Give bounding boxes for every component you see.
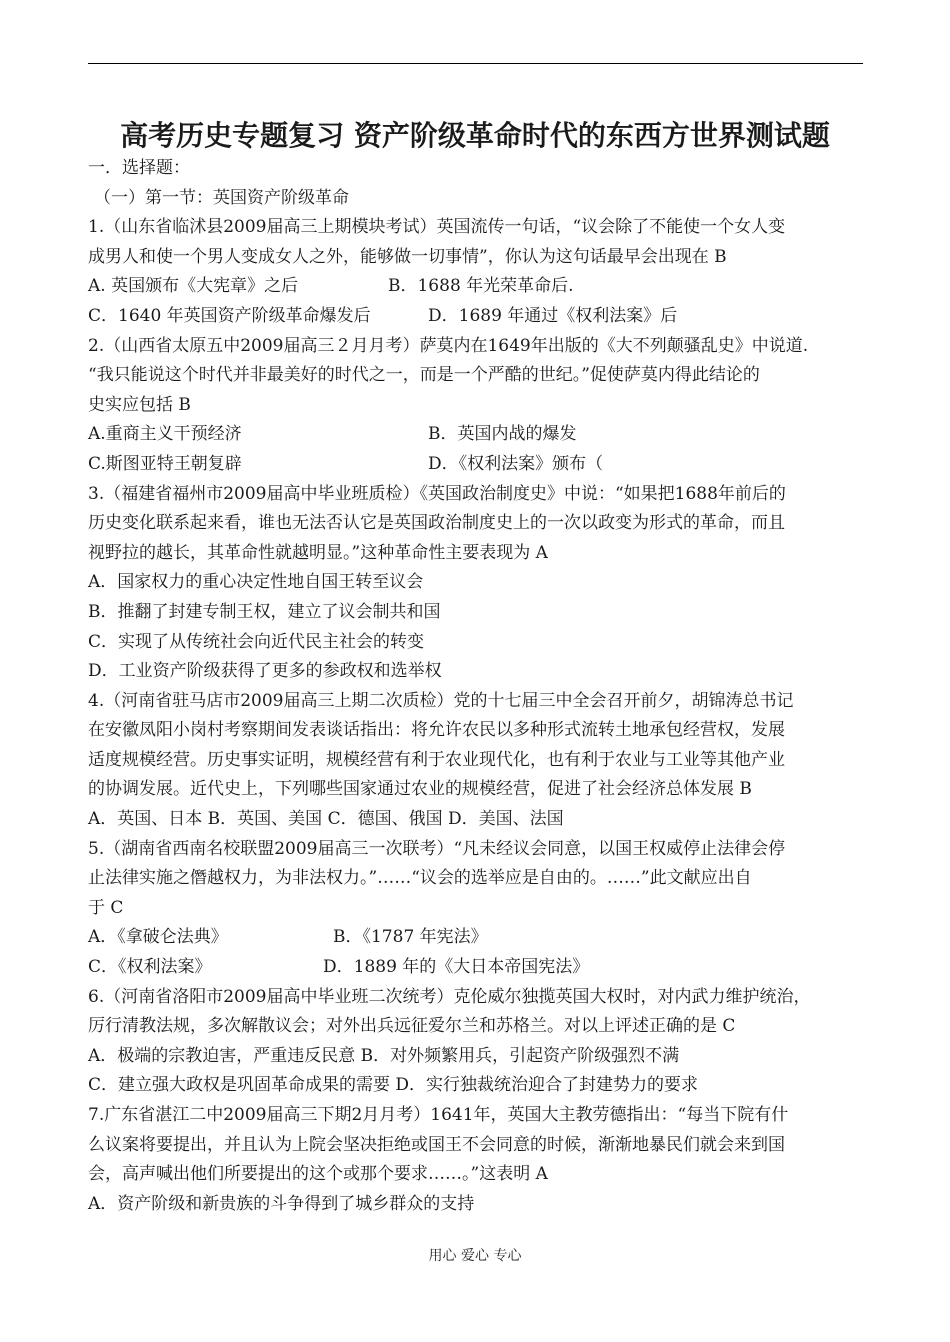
section-heading: 一．选择题： [88,158,190,178]
question-3-option-d: D．工业资产阶级获得了更多的参政权和选举权 [88,661,442,682]
question-2-options-cd [88,450,878,480]
question-4-line-4: 的协调发展。近代史上，下列哪些国家通过农业的规模经营，促进了社会经济总体发展 B [88,779,752,800]
question-3-option-b: B．推翻了封建专制王权，建立了议会制共和国 [88,601,441,622]
question-7-line-1: 7.广东省湛江二中2009届高三下期2月月考）1641年，英国大主教劳德指出：“每当下院有什 [88,1105,789,1125]
option-a: A．《拿破仑法典》 [88,927,228,948]
question-7-option-a: A．资产阶级和新贵族的斗争得到了城乡群众的支持 [88,1193,475,1214]
option-c: C.斯图亚特王朝复辟 [88,453,242,474]
question-7-line-3: 会，高声喊出他们所要提出的这个或那个要求……。”这表明 A [88,1164,548,1185]
question-6-options-ab: A．极端的宗教迫害，严重违反民意 B．对外频繁用兵，引起资产阶级强烈不满 [88,1045,680,1066]
document-title: 高考历史专题复习 资产阶级革命时代的东西方世界测试题 [120,119,830,152]
option-b: B．英国内战的爆发 [428,424,577,445]
question-3-option-a: A．国家权力的重心决定性地自国王转至议会 [88,572,424,593]
question-6-line-2: 厉行清教法规，多次解散议会；对外出兵远征爱尔兰和苏格兰。对以上评述正确的是 C [88,1016,736,1037]
question-2-line-1: 2.（山西省太原五中2009届高三２月月考）萨莫内在1649年出版的《大不列颠骚乱史》中说道. [88,335,809,356]
question-3-option-c: C．实现了从传统社会向近代民主社会的转变 [88,631,425,652]
question-3-line-2: 历史变化联系起来看，谁也无法否认它是英国政治制度史上的一次以政变为形式的革命，而且 [88,513,785,534]
question-5-options-ab [88,923,878,953]
subsection-heading: （一）第一节：英国资产阶级革命 [94,187,349,208]
document-body [88,154,878,1219]
question-7-line-2: 么议案将要提出，并且认为上院会坚决拒绝或国王不会同意的时候，渐渐地暴民们就会来到国 [88,1134,785,1155]
question-5-line-2: 止法律实施之僭越权力，为非法权力。”……“议会的选举应是自由的。……”此文献应出自 [88,868,752,889]
option-d: D．《权利法案》颁布（ [428,453,604,474]
question-2-line-3: 史实应包括 B [88,394,191,415]
question-1-options-ab [88,272,878,302]
question-4-options: A．英国、日本 B．英国、美国 C．德国、俄国 D．美国、法国 [88,809,564,830]
question-5-line-1: 5.（湖南省西南名校联盟2009届高三一次联考）“凡未经议会同意，以国王权威停止法律会停 [88,838,786,859]
question-5-line-3: 于 C [88,897,124,918]
page-footer: 用心 爱心 专心 [428,1248,522,1264]
question-1-line-2: 成男人和使一个男人变成女人之外，能够做一切事情”，你认为这句话最早会出现在 B [88,246,727,267]
option-b: B．1688 年光荣革命后. [388,276,574,297]
question-3-line-3: 视野拉的越长，其革命性就越明显。”这种革命性主要表现为 A [88,542,548,563]
option-c: C．《权利法案》 [88,957,212,978]
question-4-line-3: 适度规模经营。历史事实证明，规模经营有利于农业现代化，也有利于农业与工业等其他产业 [88,749,785,770]
question-5-options-cd [88,953,878,983]
question-4-line-2: 在安徽凤阳小岗村考察期间发表谈话指出：将允许农民以多种形式流转土地承包经营权，发展 [88,720,785,741]
option-d: D．1889 年的《大日本帝国宪法》 [323,957,590,978]
option-c: C．1640 年英国资产阶级革命爆发后 [88,305,371,326]
option-a: A. 英国颁布《大宪章》之后 [88,276,299,297]
option-a: A.重商主义干预经济 [88,424,242,445]
option-b: B．《1787 年宪法》 [333,927,488,948]
option-d: D．1689 年通过《权利法案》后 [428,305,678,326]
question-2-options-ab [88,420,878,450]
question-6-options-cd: C．建立强大政权是巩固革命成果的需要 D．实行独裁统治迎合了封建势力的要求 [88,1075,699,1096]
question-3-line-1: 3.（福建省福州市2009届高中毕业班质检）《英国政治制度史》中说：“如果把1688年前后的 [88,483,786,504]
question-1-line-1: 1.（山东省临沭县2009届高三上期模块考试）英国流传一句话，“议会除了不能使一个女人变 [88,217,786,238]
header-rule [88,63,863,64]
question-6-line-1: 6.（河南省洛阳市2009届高中毕业班二次统考）克伦威尔独揽英国大权时，对内武力维护统治， [88,986,811,1007]
question-2-line-2: “我只能说这个时代并非最美好的时代之一，而是一个严酷的世纪。”促使萨莫内得此结论的 [88,365,760,386]
question-1-options-cd [88,302,878,332]
question-4-line-1: 4.（河南省驻马店市2009届高三上期二次质检）党的十七届三中全会召开前夕，胡锦涛总书记 [88,690,794,711]
